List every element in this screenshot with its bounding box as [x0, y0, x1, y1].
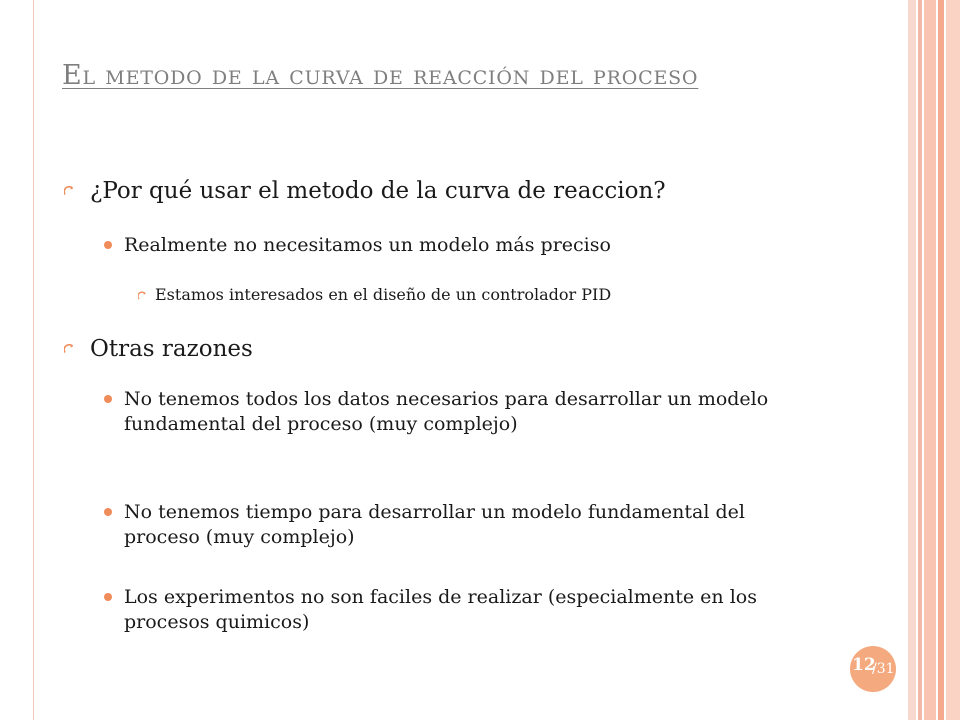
- decorative-stripes: [908, 0, 960, 720]
- list-item: [90, 334, 253, 364]
- arrow-bullet-icon: [138, 290, 147, 300]
- list-item-text: Realmente no necesitamos un modelo más preciso: [124, 234, 611, 256]
- list-item-text: No tenemos todos los datos necesarios para desarrollar un modelo fundamental del proceso (muy complejo): [124, 388, 769, 435]
- list-item-text: Otras razones: [90, 336, 253, 362]
- dot-bullet-icon: [104, 241, 112, 249]
- page-total: /31: [872, 661, 895, 677]
- arrow-bullet-icon: [64, 342, 74, 354]
- dot-bullet-icon: [104, 395, 112, 403]
- list-item: [124, 585, 824, 635]
- list-item-text: ¿Por qué usar el metodo de la curva de reaccion?: [90, 178, 666, 204]
- slide-title: El metodo de la curva de reacción del proceso: [62, 60, 699, 91]
- list-item: [155, 284, 611, 306]
- list-item: [124, 500, 824, 550]
- list-item-text: No tenemos tiempo para desarrollar un modelo fundamental del proceso (muy complejo): [124, 501, 745, 548]
- list-item-text: Los experimentos no son faciles de realizar (especialmente en los procesos quimicos): [124, 586, 757, 633]
- list-item-text: Estamos interesados en el diseño de un controlador PID: [155, 285, 612, 304]
- page-number: 12: [852, 655, 876, 675]
- arrow-bullet-icon: [64, 184, 74, 196]
- list-item: [124, 387, 824, 437]
- list-item: [124, 233, 824, 258]
- dot-bullet-icon: [104, 508, 112, 516]
- list-item: [90, 176, 666, 206]
- dot-bullet-icon: [104, 593, 112, 601]
